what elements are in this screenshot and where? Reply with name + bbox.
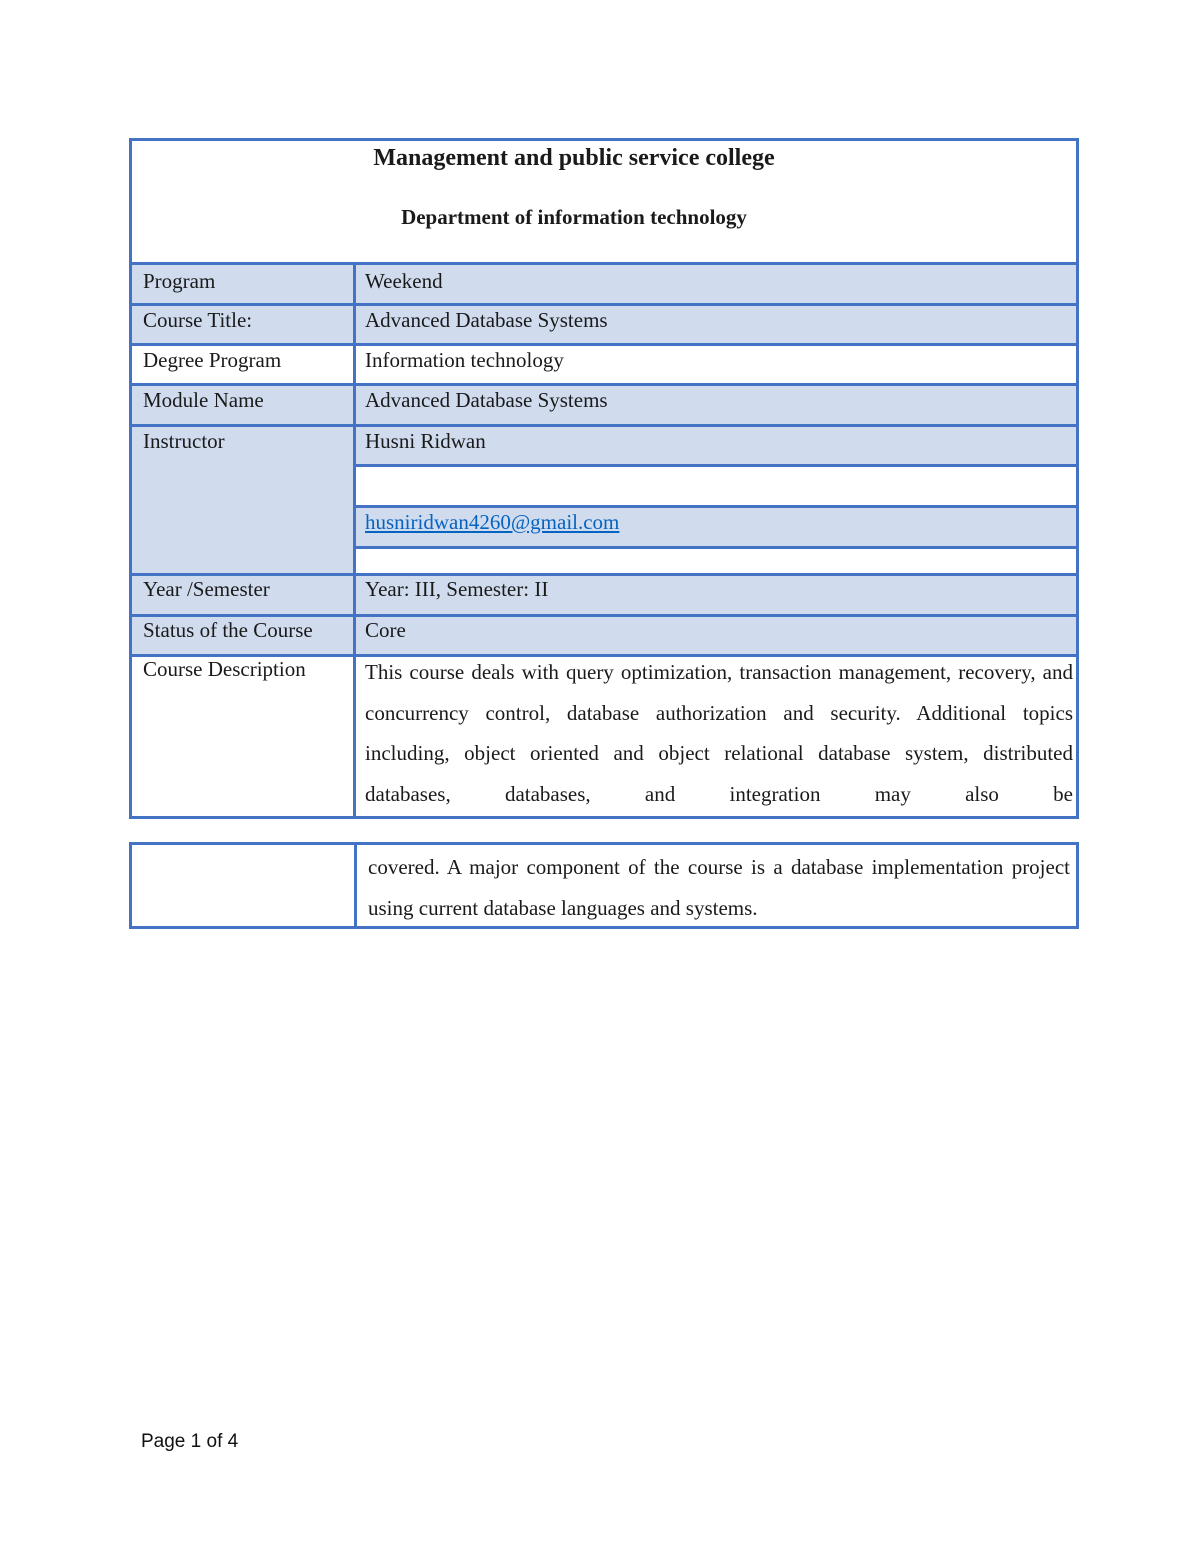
instructor-name: Husni Ridwan (365, 429, 486, 453)
table-row-module-name (132, 386, 1076, 424)
department-title: Department of information technology (401, 205, 747, 229)
divider (356, 464, 1076, 467)
table-row-status (132, 617, 1076, 654)
row-label: Degree Program (143, 348, 282, 372)
instructor-name-cell (356, 427, 1076, 464)
row-label: Status of the Course (143, 618, 313, 642)
row-value: Year: III, Semester: II (365, 577, 549, 601)
college-title: Management and public service college (373, 145, 775, 171)
table-row-description (132, 657, 1076, 819)
course-description-continued: covered. A major component of the course is a database implementation project using current database languages and systems. (368, 855, 1070, 920)
row-label: Program (143, 269, 216, 293)
course-description-text: This course deals with query optimization, transaction management, recovery, and concurrency control, database authorization and security. Additional topics including, object oriented and object relational database system, distributed databases, databases, and integration may also be (365, 660, 1073, 806)
table-row-course-title (132, 306, 1076, 343)
row-label: Course Description (143, 657, 306, 681)
row-value: Advanced Database Systems (365, 388, 608, 412)
column-divider (353, 262, 356, 819)
row-label: Year /Semester (143, 577, 270, 601)
row-value: Advanced Database Systems (365, 308, 608, 332)
row-value: Core (365, 618, 406, 642)
instructor-blank-cell-2 (356, 549, 1076, 573)
table-row-degree-program (132, 346, 1076, 383)
table-header (132, 141, 1076, 262)
table-row-instructor (132, 427, 1076, 573)
table-row-year-semester (132, 576, 1076, 614)
instructor-email-cell (356, 508, 1076, 546)
instructor-blank-cell (356, 467, 1076, 505)
instructor-email-link[interactable]: husniridwan4260@gmail.com (365, 510, 620, 534)
table-row-program (132, 265, 1076, 303)
row-value: Information technology (365, 348, 564, 372)
row-label: Instructor (143, 429, 225, 453)
page-number: Page 1 of 4 (141, 1431, 239, 1452)
row-label: Module Name (143, 388, 264, 412)
row-value: Weekend (365, 269, 443, 293)
row-label: Course Title: (143, 308, 253, 332)
course-info-table-continued (129, 842, 1079, 929)
course-info-table (129, 138, 1079, 819)
divider (356, 546, 1076, 549)
divider (356, 505, 1076, 508)
column-divider (354, 845, 357, 926)
